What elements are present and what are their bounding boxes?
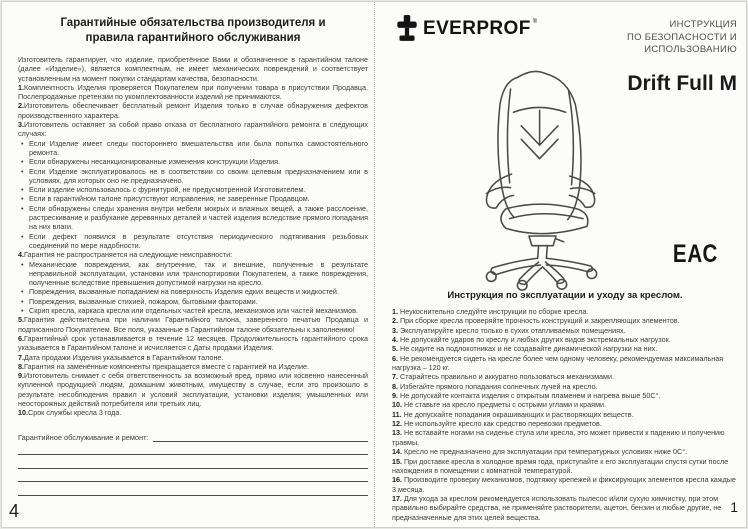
paragraph-text: Повреждения, вызванные стихией, пожаром, бытовыми факторами. bbox=[29, 296, 258, 306]
warranty-paragraph bbox=[18, 83, 368, 102]
paragraph-number: 6. bbox=[18, 333, 24, 343]
page-instruction bbox=[390, 10, 740, 522]
registered-trademark-mark: ® bbox=[532, 19, 538, 25]
warranty-paragraph bbox=[18, 139, 368, 158]
paragraph-number: 7. bbox=[18, 352, 24, 362]
item-text: Неукоснительно следуйте инструкции по сборке кресла. bbox=[400, 307, 589, 316]
brand-name: EVERPROF bbox=[423, 18, 531, 39]
item-text: Не ставьте на кресло предметы с острыми углами и краями. bbox=[404, 400, 607, 410]
paragraph-number: 10. bbox=[18, 408, 28, 418]
page-number-right: 1 bbox=[730, 499, 738, 515]
manual-spread bbox=[1, 1, 747, 528]
instruction-item bbox=[392, 372, 738, 381]
item-number: 3. bbox=[392, 325, 398, 335]
item-number: 9. bbox=[392, 391, 398, 401]
paragraph-text: Срок службы кресла 3 года. bbox=[28, 408, 122, 418]
instruction-item bbox=[392, 354, 738, 373]
write-in-line bbox=[18, 469, 368, 483]
safety-heading-line2: ПО БЕЗОПАСНОСТИ И bbox=[626, 31, 737, 43]
chair-logo-icon bbox=[393, 15, 421, 43]
item-number: 12. bbox=[392, 419, 402, 429]
warranty-paragraph bbox=[18, 353, 368, 362]
warranty-paragraph bbox=[18, 408, 368, 417]
instruction-item bbox=[392, 382, 738, 391]
paragraph-number: 4. bbox=[18, 250, 24, 260]
paragraph-text: Если Изделие имеет следы постороннего вмешательства или была попытка самостоятельного ремонта. bbox=[29, 138, 368, 157]
instruction-item bbox=[392, 316, 738, 325]
warranty-paragraph bbox=[18, 260, 368, 288]
item-number: 15. bbox=[392, 456, 402, 466]
paragraph-text: Если изделие использовалось с фурнитурой, не предусмотренной Изготовителем. bbox=[29, 185, 306, 195]
item-text: Не используйте кресло как средство перевозки предметов. bbox=[404, 419, 602, 429]
model-name: Drift Full M bbox=[627, 72, 737, 95]
instruction-item bbox=[392, 400, 738, 409]
paragraph-number: 9. bbox=[18, 371, 24, 381]
item-number: 11. bbox=[392, 409, 402, 419]
warranty-paragraph bbox=[18, 287, 368, 296]
item-text: Производите проверку механизмов, подтяжку крепежей и фиксирующих элементов кресла каждые 3 месяца. bbox=[392, 475, 736, 494]
paragraph-number: 8. bbox=[18, 361, 24, 371]
paragraph-text: Гарантия на заменённые компоненты прекращается вместе с гарантией на Изделие. bbox=[24, 361, 309, 371]
warranty-paragraph bbox=[18, 167, 368, 186]
warranty-title bbox=[36, 16, 350, 46]
item-text: Не рекомендуется сидеть на кресле более чем одному человеку, рекомендуемая максимальная нагрузка – 120 кг. bbox=[392, 353, 724, 373]
brand-logo bbox=[393, 15, 537, 43]
warranty-paragraph bbox=[18, 334, 368, 353]
item-text: Не допускайте попадания окрашивающих и растворяющих веществ. bbox=[403, 409, 634, 419]
write-in-lines bbox=[18, 442, 368, 496]
warranty-title-line2: правила гарантийного обслуживания bbox=[85, 32, 301, 44]
paragraph-text: Дата продажи Изделия указывается в Гарантийном талоне. bbox=[24, 352, 224, 362]
safety-heading-line3: ИСПОЛЬЗОВАНИЮ bbox=[644, 44, 737, 55]
item-number: 6. bbox=[392, 353, 398, 363]
item-text: Не допускайте ударов по креслу и любых других видов экстремальных нагрузок. bbox=[400, 335, 671, 345]
item-text: Избегайте прямого попадания солнечных лучей на кресло. bbox=[400, 381, 598, 391]
paragraph-text: Комплектность Изделия проверяется Покупателем при получении товара в присутствии Продавца. Послепродажные претензии по укомплектованности изделий не принимаются. bbox=[18, 82, 368, 102]
item-text: Не допускайте контакта изделия с открытым пламенем и нагрева выше 50С°. bbox=[400, 391, 661, 401]
paragraph-text: Если обнаружены несанкционированные изменения конструкции Изделия. bbox=[29, 157, 281, 167]
paragraph-text: Механические повреждения, как внутренние, так и внешние, полученные в результате неправильной эксплуатации, установки или транспортировки Покупателем, а также повреждения, полученные вследствие превышения допустимой нагрузки на кресло. bbox=[29, 259, 368, 288]
paragraph-text: Изготовитель оставляет за собой право отказа от бесплатного гарантийного ремонта в следующих случаях: bbox=[18, 120, 368, 139]
paragraph-text: Изготовитель обеспечивает бесплатный ремонт Изделия только в случае обнаружения дефектов производственного характера. bbox=[18, 101, 368, 120]
service-record-label: Гарантийное обслуживание и ремонт: bbox=[18, 432, 149, 442]
safety-heading-line1: ИНСТРУКЦИЯ bbox=[669, 19, 737, 30]
instruction-section-title: Инструкция по эксплуатации и уходу за креслом. bbox=[447, 290, 683, 301]
item-number: 5. bbox=[392, 344, 398, 354]
instruction-item bbox=[392, 344, 738, 353]
paragraph-text: Гарантия действительна при наличии Гарантийного талона, заверенного печатью Продавца и подписанного Покупателем. Все поля, указанные в Гарантийном талоне обязательны к заполнению! bbox=[18, 315, 368, 334]
item-text: Кресло не предназначено для эксплуатации при температурных условиях ниже 0С°. bbox=[404, 447, 688, 457]
paragraph-text: Повреждения, вызванные попаданием на поверхность Изделия едких веществ и жидкостей. bbox=[29, 287, 339, 297]
warranty-paragraph bbox=[18, 362, 368, 371]
item-number: 7. bbox=[392, 372, 398, 382]
instruction-item bbox=[392, 428, 738, 447]
eac-certification-mark: ЕАС bbox=[672, 240, 718, 268]
paragraph-text: Изготовитель гарантирует, что изделие, приобретённое Вами и обозначенное в гарантийном талоне (далее «Изделие»), является комплектным, не имеет механических повреждений и соответствует установленным на момент покупки стандартам качества, безопасности. bbox=[18, 55, 368, 83]
item-number: 10. bbox=[392, 400, 402, 410]
paragraph-text: Изготовитель снимает с себя ответственность за возможный вред, прямо или косвенно нанесенный купленной продукцией людям, домашним животным, имуществу в случае, если это произошло в результате несоблюдения правил и условий эксплуатации, установки изделия; умышленных или неосторожных действий потребителя или третьих лиц. bbox=[18, 371, 368, 408]
paragraph-text: Гарантийный срок устанавливается в течение 12 месяцев. Продолжительность гарантийного срока указывается в Гарантийном талоне и исчисляется с Даты продажи Изделия. bbox=[18, 333, 368, 353]
warranty-paragraph bbox=[18, 315, 368, 334]
paragraph-number: 3. bbox=[18, 120, 24, 130]
paragraph-text: Скрип кресла, каркаса кресла или отдельных частей кресла, механизмов или частей механизмов. bbox=[29, 306, 358, 316]
item-text: Для ухода за креслом рекомендуется использовать пылесос и/или сухую химчистку, при этом правильно выбирайте средства, не применяйте растворители, ацетон, бензин и любые другие, не предназначенные для этих целей вещества. bbox=[392, 493, 722, 522]
paragraph-text: Если дефект появился в результате отсутствия периодического подтягивания резьбовых соединений по мере надобности. bbox=[29, 231, 368, 250]
warranty-paragraph bbox=[18, 204, 368, 232]
warranty-paragraph bbox=[18, 232, 368, 251]
item-number: 4. bbox=[392, 335, 398, 345]
item-number: 1. bbox=[392, 307, 398, 316]
warranty-paragraph bbox=[18, 371, 368, 408]
item-text: Эксплуатируйте кресло только в сухих отапливаемых помещениях. bbox=[400, 325, 626, 335]
warranty-paragraph bbox=[18, 250, 368, 259]
service-record-row bbox=[18, 433, 368, 442]
item-text: Старайтесь правильно и аккуратно пользоваться механизмами. bbox=[400, 372, 614, 382]
item-text: Не сидите на подлокотниках и не создавайте динамической нагрузки на них. bbox=[400, 344, 658, 354]
write-in-line bbox=[18, 482, 368, 496]
instruction-item bbox=[392, 335, 738, 344]
warranty-title-line1: Гарантийные обязательства производителя и bbox=[60, 17, 326, 29]
item-text: Не вставайте ногами на сиденье стула или кресла, это может привести к падению и получению травмы. bbox=[392, 428, 725, 447]
instruction-item bbox=[392, 326, 738, 335]
paragraph-text: Если обнаружены следы хранения внутри мебели мокрых и влажных вещей, а также расслоение, растрескивание и разбухание деревянных деталей и частей изделия вследствие прямого попадания на них влаги. bbox=[29, 203, 368, 232]
instruction-item bbox=[392, 494, 738, 522]
page-number-left: 4 bbox=[9, 501, 20, 521]
instruction-item bbox=[392, 475, 738, 494]
instruction-list bbox=[392, 307, 738, 522]
warranty-paragraph bbox=[18, 120, 368, 139]
chair-illustration bbox=[440, 62, 645, 299]
warranty-paragraph bbox=[18, 297, 368, 306]
paragraph-text: Если Изделие эксплуатировалось не в соответствии со своим целевым предназначением или в условиях, для которых оно не предназначено. bbox=[29, 166, 368, 185]
instruction-item bbox=[392, 447, 738, 456]
instruction-item bbox=[392, 457, 738, 476]
warranty-paragraph bbox=[18, 55, 368, 83]
warranty-paragraph bbox=[18, 101, 368, 120]
warranty-paragraph bbox=[18, 185, 368, 194]
warranty-paragraph bbox=[18, 157, 368, 166]
instruction-item bbox=[392, 307, 738, 316]
write-in-line bbox=[153, 433, 368, 442]
warranty-text bbox=[18, 55, 368, 418]
item-number: 8. bbox=[392, 381, 398, 391]
paragraph-number: 1. bbox=[18, 82, 24, 92]
item-number: 14. bbox=[392, 447, 402, 457]
paragraph-number: 2. bbox=[18, 101, 24, 111]
item-number: 17. bbox=[392, 493, 402, 503]
center-fold-line bbox=[374, 2, 375, 527]
paragraph-text: Гарантия не распространяется на следующие неисправности: bbox=[24, 250, 233, 260]
safety-heading bbox=[627, 19, 737, 57]
item-number: 2. bbox=[392, 316, 398, 326]
item-text: При доставке кресла в холодное время года, приступайте к его эксплуатации спустя сутки после нахождения в помещении с комнатной температурой. bbox=[392, 456, 729, 475]
item-number: 13. bbox=[392, 428, 402, 438]
instruction-item bbox=[392, 419, 738, 428]
page-warranty bbox=[18, 10, 368, 496]
paragraph-number: 5. bbox=[18, 315, 24, 325]
warranty-paragraph bbox=[18, 306, 368, 315]
instruction-item bbox=[392, 391, 738, 400]
item-text: При сборке кресла проверяйте прочность конструкций и закрепляющих элементов. bbox=[400, 316, 680, 326]
write-in-line bbox=[18, 455, 368, 469]
warranty-paragraph bbox=[18, 194, 368, 203]
item-number: 16. bbox=[392, 475, 402, 485]
write-in-line bbox=[18, 442, 368, 456]
paragraph-text: Если в гарантийном талоне присутствуют исправления, не заверенные Продавцом. bbox=[29, 194, 310, 204]
instruction-item bbox=[392, 410, 738, 419]
